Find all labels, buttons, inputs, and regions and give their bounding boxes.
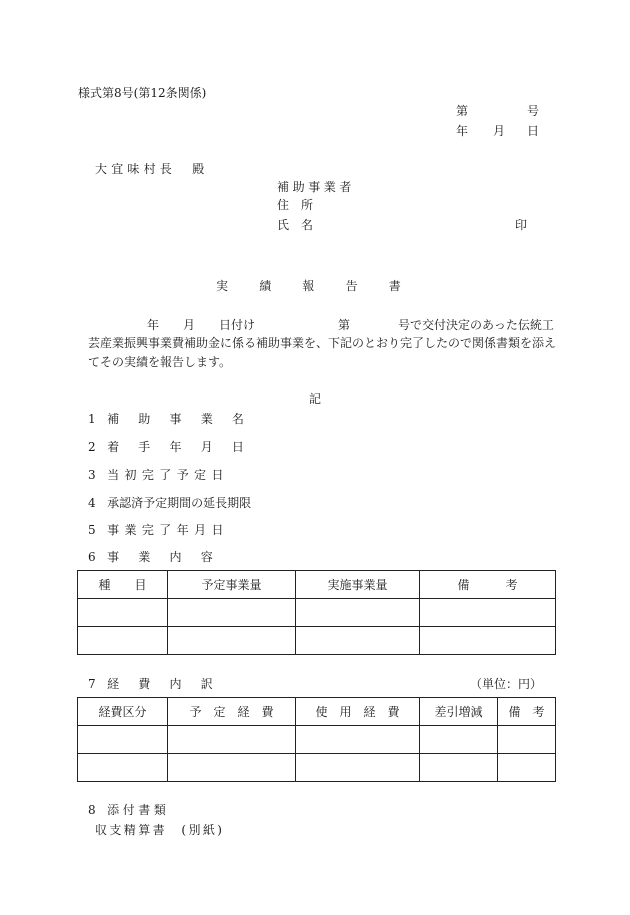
table-cell[interactable]: [168, 599, 296, 627]
table-row: [78, 726, 556, 754]
item-5-label: 事業完了年月日: [107, 523, 229, 537]
table-cell[interactable]: [420, 627, 556, 655]
table2-header-cell: 予 定 経 費: [168, 698, 296, 726]
table-cell[interactable]: [420, 599, 556, 627]
item-7: [88, 677, 216, 691]
item-6: [88, 550, 216, 564]
table1-header-cell: 備 考: [420, 571, 556, 599]
item-8-label: 添付書類: [107, 803, 170, 817]
item-5-num: 5: [88, 523, 96, 537]
table-cell[interactable]: [420, 754, 498, 782]
table-row: [78, 754, 556, 782]
item-7-num: 7: [88, 677, 96, 691]
table-cell[interactable]: [78, 627, 168, 655]
expense-breakdown-table: [77, 697, 556, 782]
table-cell[interactable]: [168, 754, 296, 782]
table2-header-cell: 備 考: [498, 698, 556, 726]
body-dai: 第: [338, 318, 351, 332]
item-1-label: 補 助 事 業 名: [107, 412, 248, 426]
table1-header-cell: 予定事業量: [168, 571, 296, 599]
item-4: [88, 496, 251, 510]
seal-mark: 印: [515, 218, 528, 232]
table1-header-cell: 種 目: [78, 571, 168, 599]
body-month: 月: [183, 318, 196, 332]
table2-header-cell: 差引増減: [420, 698, 498, 726]
name-label: 氏 名: [277, 218, 314, 232]
ki-heading: 記: [309, 392, 322, 406]
table-cell[interactable]: [78, 726, 168, 754]
item-4-num: 4: [88, 496, 96, 510]
table-cell[interactable]: [296, 599, 420, 627]
body-line3: てその実績を報告します。: [88, 355, 232, 369]
item-3: [88, 468, 229, 482]
table-cell[interactable]: [296, 726, 420, 754]
unit-label: （単位：円）: [470, 677, 543, 691]
form-number: 様式第8号(第12条関係): [78, 86, 207, 100]
addressee: 大宜味村長 殿: [95, 162, 209, 176]
item-6-label: 事 業 内 容: [107, 550, 217, 564]
table-row: [78, 599, 556, 627]
item-1: [88, 412, 248, 426]
applicant-label: 補助事業者: [277, 180, 356, 194]
table2-header-row: [78, 698, 556, 726]
table-cell[interactable]: [420, 726, 498, 754]
body-line1-rest: 号で交付決定のあった伝統工: [398, 318, 554, 332]
table-cell[interactable]: [498, 726, 556, 754]
body-day: 日付け: [219, 318, 256, 332]
date-day: 日: [527, 124, 540, 138]
table-cell[interactable]: [296, 754, 420, 782]
table-row: [78, 627, 556, 655]
attachment-item: 収支精算書 (別紙): [95, 823, 225, 837]
table1-header-row: [78, 571, 556, 599]
doc-no-go: 号: [527, 104, 540, 118]
item-6-num: 6: [88, 550, 96, 564]
table-cell[interactable]: [168, 627, 296, 655]
table2-header-cell: 経費区分: [78, 698, 168, 726]
table-cell[interactable]: [168, 726, 296, 754]
item-3-num: 3: [88, 468, 96, 482]
date-month: 月: [493, 124, 506, 138]
date-year: 年: [456, 124, 469, 138]
item-2: [88, 440, 248, 454]
item-7-label: 経 費 内 訳: [107, 677, 217, 691]
item-8-num: 8: [88, 803, 96, 817]
item-8: [88, 803, 170, 817]
item-5: [88, 523, 229, 537]
item-3-label: 当初完了予定日: [107, 468, 229, 482]
body-line2: 芸産業振興事業費補助金に係る補助事業を、下記のとおり完了したので関係書類を添え: [88, 336, 557, 350]
doc-no-dai: 第: [456, 104, 469, 118]
table-cell[interactable]: [296, 627, 420, 655]
item-1-num: 1: [88, 412, 96, 426]
table-cell[interactable]: [78, 599, 168, 627]
item-2-label: 着 手 年 月 日: [107, 440, 248, 454]
table-cell[interactable]: [498, 754, 556, 782]
business-content-table: [77, 570, 556, 655]
address-label: 住 所: [277, 198, 314, 212]
body-year: 年: [147, 318, 160, 332]
page-title: 実 績 報 告 書: [216, 279, 411, 293]
item-4-label: 承認済予定期間の延長期限: [107, 496, 252, 510]
item-2-num: 2: [88, 440, 96, 454]
table2-header-cell: 使 用 経 費: [296, 698, 420, 726]
table-cell[interactable]: [78, 754, 168, 782]
table1-header-cell: 実施事業量: [296, 571, 420, 599]
